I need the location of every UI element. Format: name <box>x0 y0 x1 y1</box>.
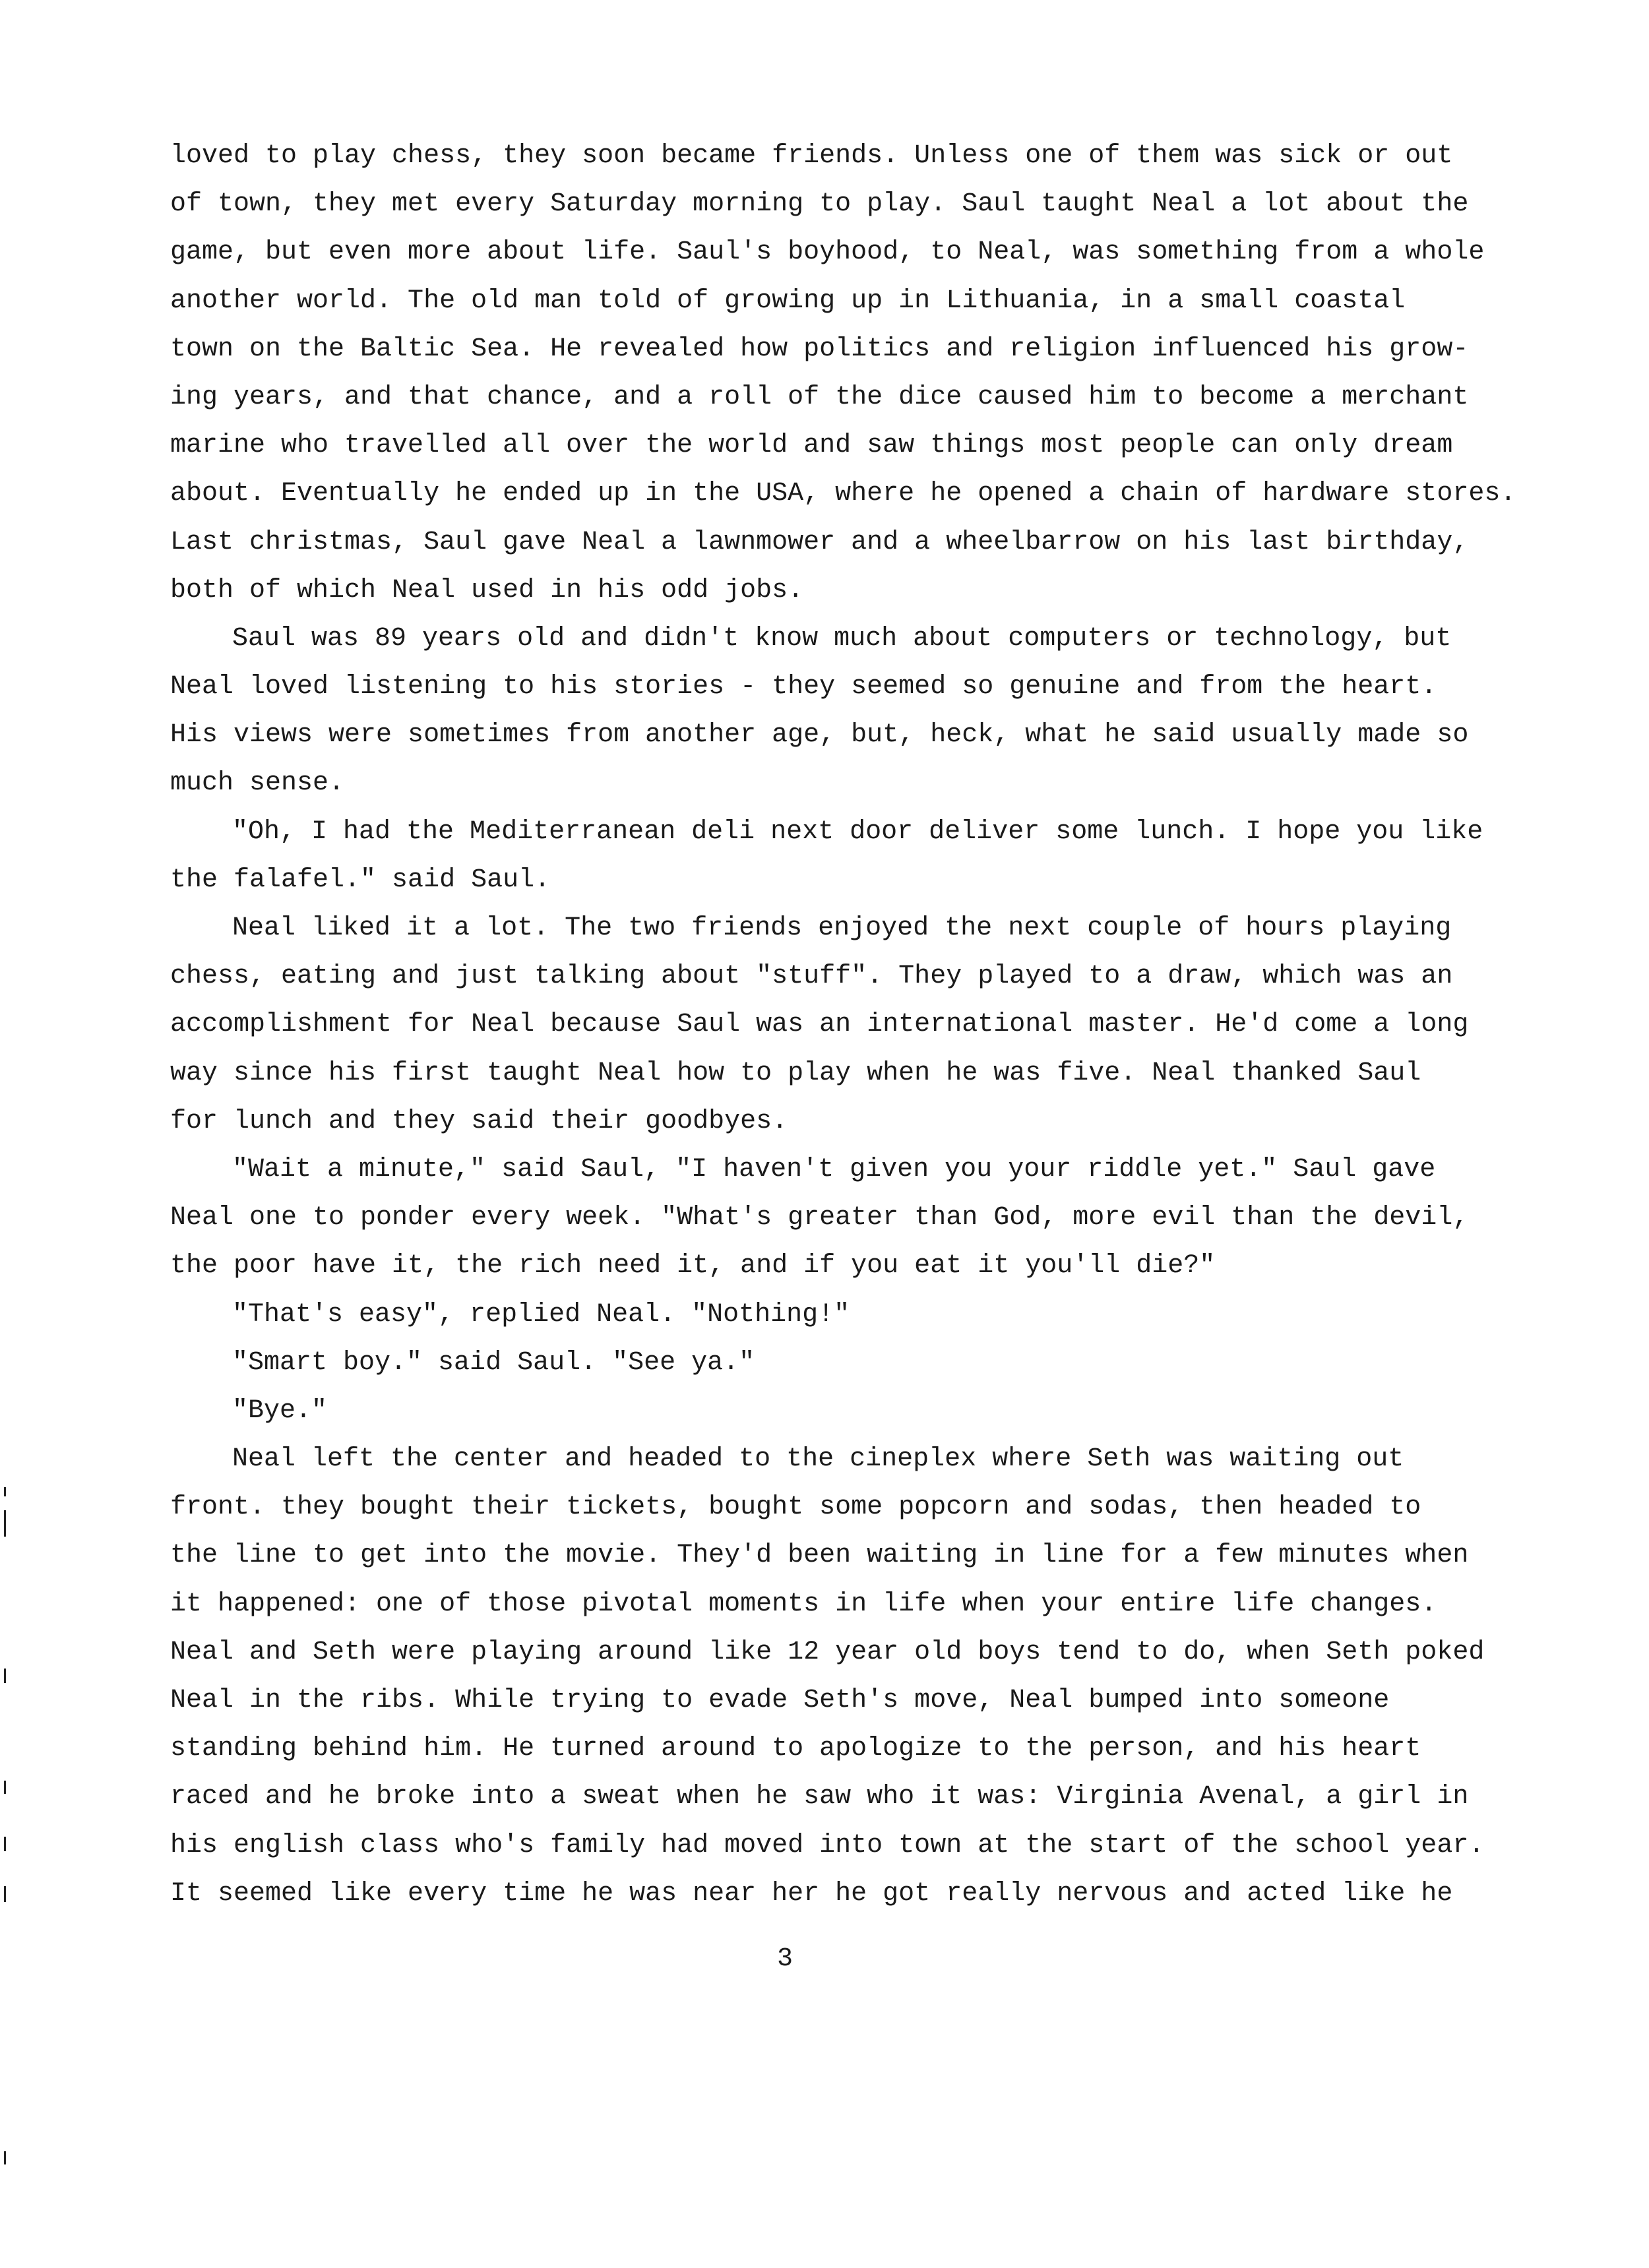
text-line: ing years, and that chance, and a roll of the dice caused him to become a merchant <box>170 382 1469 412</box>
text-line: the line to get into the movie. They'd been waiting in line for a few minutes when <box>170 1541 1469 1571</box>
text-line: standing behind him. He turned around to apologize to the person, and his heart <box>170 1734 1421 1764</box>
text-line: marine who travelled all over the world and saw things most people can only dream <box>170 431 1453 461</box>
scan-mark <box>4 1886 6 1902</box>
text-line: both of which Neal used in his odd jobs. <box>170 575 804 605</box>
text-line: accomplishment for Neal because Saul was an international master. He'd come a long <box>170 1010 1469 1040</box>
text-line: It seemed like every time he was near her he got really nervous and acted like he <box>170 1878 1453 1909</box>
scan-mark <box>4 1781 6 1794</box>
text-line: "Oh, I had the Mediterranean deli next door deliver some lunch. I hope you like <box>232 816 1483 847</box>
scan-mark <box>4 1487 6 1496</box>
text-line: loved to play chess, they soon became friends. Unless one of them was sick or out <box>170 141 1453 171</box>
scan-mark <box>4 2151 6 2164</box>
text-line: "Bye." <box>232 1395 328 1426</box>
text-line: another world. The old man told of growing up in Lithuania, in a small coastal <box>170 286 1406 316</box>
scan-mark <box>4 1510 6 1537</box>
text-line: His views were sometimes from another age, but, heck, what he said usually made so <box>170 720 1469 751</box>
text-line: Neal left the center and headed to the cineplex where Seth was waiting out <box>232 1444 1404 1475</box>
text-line: game, but even more about life. Saul's boyhood, to Neal, was something from a whole <box>170 237 1485 268</box>
text-line: Last christmas, Saul gave Neal a lawnmower and a wheelbarrow on his last birthday, <box>170 527 1469 557</box>
text-line: town on the Baltic Sea. He revealed how politics and religion influenced his grow- <box>170 334 1469 364</box>
text-line: his english class who's family had moved into town at the start of the school year. <box>170 1830 1485 1860</box>
text-line: "Wait a minute," said Saul, "I haven't given you your riddle yet." Saul gave <box>232 1154 1436 1184</box>
text-line: it happened: one of those pivotal moments in life when your entire life changes. <box>170 1589 1437 1619</box>
text-line: the falafel." said Saul. <box>170 865 551 895</box>
text-line: "That's easy", replied Neal. "Nothing!" <box>232 1299 850 1330</box>
text-line: much sense. <box>170 768 345 799</box>
text-line: for lunch and they said their goodbyes. <box>170 1106 788 1136</box>
text-line: Saul was 89 years old and didn't know much about computers or technology, but <box>232 623 1452 654</box>
text-line: of town, they met every Saturday morning to play. Saul taught Neal a lot about the <box>170 189 1469 220</box>
text-line: Neal loved listening to his stories - they seemed so genuine and from the heart. <box>170 672 1437 702</box>
body-text <box>170 132 1575 1918</box>
text-line: the poor have it, the rich need it, and if you eat it you'll die?" <box>170 1251 1216 1281</box>
text-line: Neal in the ribs. While trying to evade Seth's move, Neal bumped into someone <box>170 1686 1390 1715</box>
text-line: about. Eventually he ended up in the USA, where he opened a chain of hardware stores. <box>170 479 1516 509</box>
text-line: Neal liked it a lot. The two friends enjoyed the next couple of hours playing <box>232 913 1452 943</box>
text-line: Neal one to ponder every week. "What's greater than God, more evil than the devil, <box>170 1203 1469 1233</box>
text-line: "Smart boy." said Saul. "See ya." <box>232 1347 755 1378</box>
text-line: raced and he broke into a sweat when he saw who it was: Virginia Avenal, a girl in <box>170 1782 1469 1812</box>
scan-mark <box>4 1669 6 1683</box>
page-number: 3 <box>776 1944 793 1974</box>
text-line: Neal and Seth were playing around like 12 year old boys tend to do, when Seth poked <box>170 1637 1485 1667</box>
text-line: way since his first taught Neal how to play when he was five. Neal thanked Saul <box>170 1058 1421 1088</box>
scan-mark <box>4 1837 6 1851</box>
text-line: chess, eating and just talking about "stuff". They played to a draw, which was an <box>170 962 1453 992</box>
text-line: front. they bought their tickets, bought some popcorn and sodas, then headed to <box>170 1492 1421 1523</box>
